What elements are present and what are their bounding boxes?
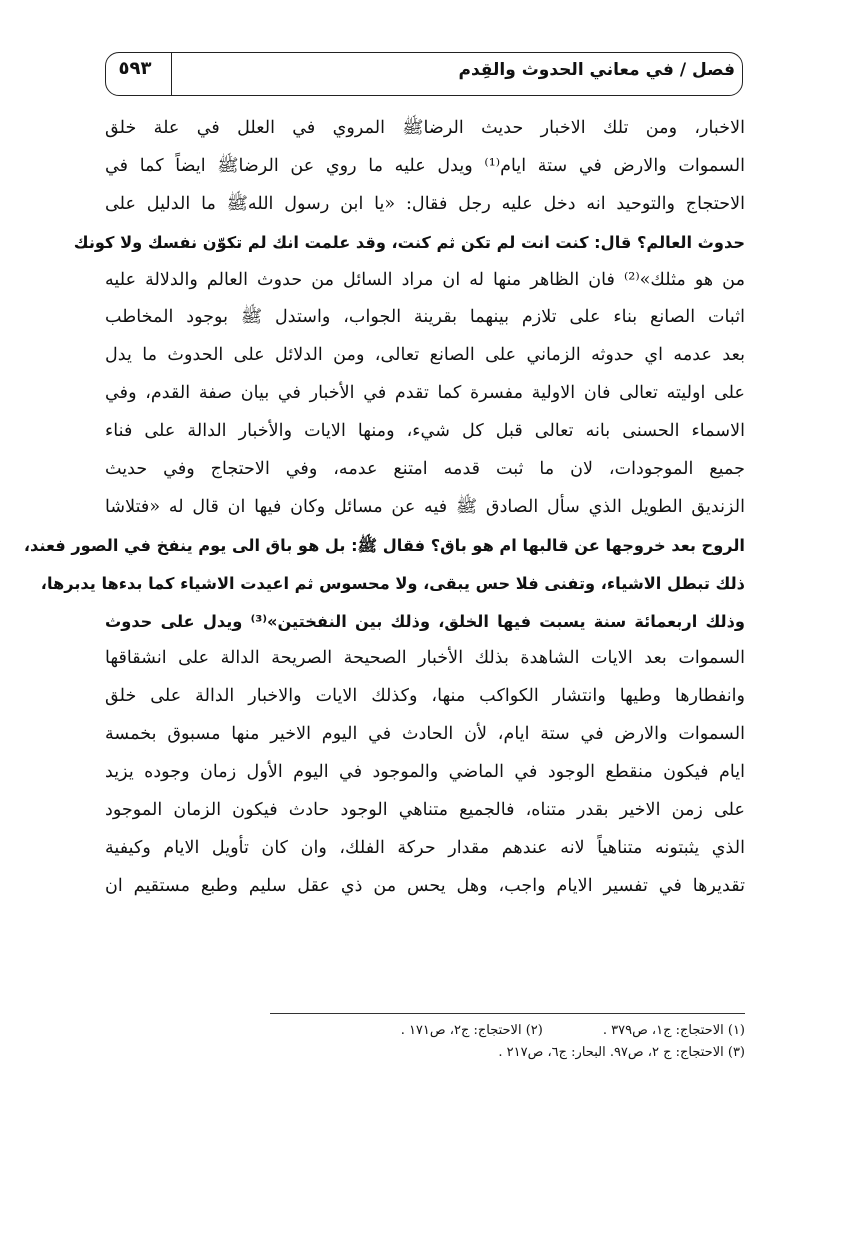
text-line: الاخبار، ومن تلك الاخبار حديث الرضاﷺ المروي في العلل في علة خلق xyxy=(105,118,745,138)
text-line: الاسماء الحسنى بانه تعالى قبل كل شيء، ومنها الايات والأخبار الدالة على فناء xyxy=(105,421,745,442)
footnote-1: (١) الاحتجاج: ج١، ص٣٧٩ . xyxy=(602,1023,745,1038)
text-line: السموات بعد الايات الشاهدة بذلك الأخبار الصحيحة الصريحة الدالة على انشقاقها xyxy=(105,648,745,669)
text-line: من هو مثلك»⁽²⁾ فان الظاهر منها له ان مراد السائل من حدوث العالم والدلالة عليه xyxy=(105,269,746,290)
text-line: السموات والارض في ستة ايام⁽¹⁾ ويدل عليه ما روي عن الرضاﷺ ايضاً كما في xyxy=(105,155,745,176)
footnotes xyxy=(240,1020,745,1064)
body-text xyxy=(23,110,746,906)
text-line: الذي يثبتونه متناهياً لانه عندهم مقدار حركة الفلك، وان كان تأويل الايام وكيفية xyxy=(105,837,745,858)
text-line: حدوث العالم؟ قال: كنت انت لم تكن ثم كنت، وقد علمت انك لم تكوّن نفسك ولا كونك xyxy=(73,232,745,252)
text-line: على اوليته تعالى فان الاولية مفسرة كما تقدم في الأخبار في بيان صفة القدم، وفي xyxy=(105,383,745,404)
text-line: بعد عدمه اي حدوثه الزماني على الصانع تعالى، ومن الدلائل على الحدوث ما يدل xyxy=(105,345,745,366)
footnote-2: (٢) الاحتجاج: ج٢، ص١٧١ . xyxy=(400,1023,543,1038)
text-line: الروح بعد خروجها عن قالبها ام هو باق؟ فقال ﷺ: بل هو باق الى يوم ينفخ في الصور فعند، xyxy=(23,535,745,555)
text-line: وانفطارها وطيها وانتشار الكواكب منها، وكذلك الايات والاخبار الدالة على خلق xyxy=(105,686,745,707)
footnote-row xyxy=(240,1042,745,1064)
text-line: تقديرها في تفسير الايام واجب، وهل يحس من ذي عقل سليم وطبع مستقيم ان xyxy=(105,875,745,896)
footnote-separator xyxy=(270,1013,745,1014)
footnote-3: (٣) الاحتجاج: ج ٢، ص٩٧. البحار: ج٦، ص٢١٧ . xyxy=(498,1045,745,1060)
text-line: جميع الموجودات، لان ما ثبت قدمه امتنع عدمه، وفي الاحتجاج وفي حديث xyxy=(105,459,745,480)
text-line: ذلك تبطل الاشياء، وتفنى فلا حس يبقى، ولا محسوس ثم اعيدت الاشياء كما بدءها يدبرها، xyxy=(40,573,745,593)
text-line: على زمن الاخير بقدر متناه، فالجميع متناهي الوجود حادث فيكون الزمان الموجود xyxy=(105,800,745,821)
footnote-row xyxy=(240,1020,745,1042)
text-line: ايام فيكون منقطع الوجود في الماضي والموجود في اليوم الأول زمان وجوده يزيد xyxy=(105,762,745,783)
text-line: الزنديق الطويل الذي سأل الصادق ﷺ فيه عن مسائل وكان فيها ان قال له «فتلاشا xyxy=(105,496,745,517)
chapter-title: فصل / في معاني الحدوث والقِدم xyxy=(458,60,735,80)
page-number: ٥٩٣ xyxy=(118,58,152,79)
text-line: السموات والارض في ستة ايام، لأن الحادث في اليوم الاخير منها مسبوق بخمسة xyxy=(105,724,745,745)
text-line: اثبات الصانع بناء على تلازم بينهما بقرينة الجواب، واستدل ﷺ بوجود المخاطب xyxy=(105,307,745,328)
text-line: الاحتجاج والتوحيد انه دخل عليه رجل فقال: «يا ابن رسول اللهﷺ ما الدليل على xyxy=(105,193,745,214)
text-line: وذلك اربعمائة سنة يسبت فيها الخلق، وذلك بين النفختين»⁽³⁾ ويدل على حدوث xyxy=(105,611,745,631)
